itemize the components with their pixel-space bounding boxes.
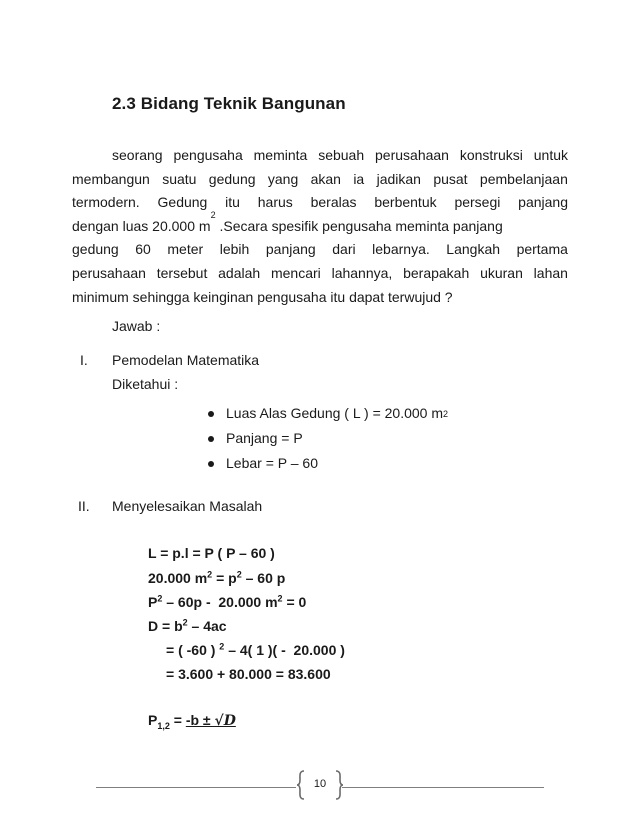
bullet-icon	[208, 461, 214, 467]
word: dari	[332, 241, 356, 258]
word: ukuran	[480, 264, 523, 281]
bullet-icon	[208, 411, 214, 417]
word: termodern.	[72, 194, 140, 211]
text-run: – 4( 1 )( - 20.000 )	[224, 642, 345, 658]
word: persegi	[454, 194, 501, 211]
word: pembelanjaan	[479, 170, 568, 187]
word: suatu	[162, 170, 197, 187]
list-item: Luas Alas Gedung ( L ) = 20.000 m 2	[208, 401, 448, 426]
word: adalah	[218, 264, 261, 281]
paragraph-line-2	[72, 168, 568, 192]
equation-3	[148, 594, 306, 610]
paragraph-line-6	[72, 262, 568, 286]
text-run: – 4ac	[187, 618, 227, 634]
superscript: 2	[182, 617, 188, 628]
equation-4	[148, 618, 227, 634]
paragraph-line-3	[72, 191, 568, 215]
text-run: 20.000 m	[148, 570, 208, 586]
text-run: D = b	[148, 618, 183, 634]
word: Langkah	[446, 241, 501, 258]
word: berbentuk	[374, 194, 437, 211]
footer-rule-right	[342, 787, 544, 788]
word: panjang	[518, 194, 568, 211]
superscript: 2	[207, 569, 213, 580]
word: gedung	[208, 170, 256, 187]
section-title-2: Menyelesaikan Masalah	[112, 498, 263, 514]
word: perusahaan	[375, 147, 449, 163]
equation-1: L = p.l = P ( P – 60 )	[148, 545, 275, 561]
word: lebih	[219, 241, 250, 258]
word: pusat	[433, 170, 468, 187]
text-run: =	[169, 712, 186, 728]
answer-label: Jawab :	[112, 318, 161, 334]
bullet-icon	[208, 436, 214, 442]
word: gedung	[72, 241, 119, 258]
text-run: minimum sehingga keinginan pengusaha itu dapat terwujud ?	[72, 288, 453, 305]
word: konstruksi	[459, 147, 523, 163]
word: harus	[257, 194, 293, 211]
problem-paragraph	[72, 144, 568, 309]
footer-rule-left	[96, 787, 296, 788]
equation-7	[148, 712, 236, 729]
word: lahan	[533, 264, 568, 281]
text-run: – 60p - 20.000 m	[162, 594, 278, 610]
known-values-list	[208, 401, 448, 476]
word: seorang	[112, 147, 163, 163]
word: pertama	[516, 241, 568, 258]
word: panjang	[265, 241, 316, 258]
text-run: = ( -60 )	[166, 642, 220, 658]
paragraph-line-5	[72, 238, 568, 262]
word: akan	[310, 170, 341, 187]
bullet-text: Panjang = P	[226, 430, 303, 446]
superscript: 2	[210, 209, 216, 220]
word: yang	[267, 170, 299, 187]
word: untuk	[533, 147, 568, 163]
superscript: 2	[236, 569, 242, 580]
word: meter	[167, 241, 204, 258]
list-item	[208, 451, 448, 476]
superscript: 2	[219, 641, 225, 652]
equation-2	[148, 570, 285, 586]
word: lahannya,	[331, 264, 393, 281]
known-label: Diketahui :	[112, 376, 179, 392]
section-numeral-2: II.	[78, 498, 90, 514]
paragraph-line-4	[72, 209, 568, 239]
section-numeral-1: I.	[80, 352, 88, 368]
sqrt-discriminant: √D	[214, 713, 236, 729]
word: meminta	[253, 147, 308, 163]
section-heading: 2.3 Bidang Teknik Bangunan	[112, 94, 346, 113]
subscript: 1,2	[157, 720, 170, 731]
equation-5	[166, 642, 345, 658]
word: membangun	[72, 170, 150, 187]
word: beralas	[310, 194, 357, 211]
word: sebuah	[318, 147, 365, 163]
list-item	[208, 426, 448, 451]
fraction-numerator	[186, 712, 236, 728]
text-run: -b ±	[185, 712, 215, 728]
section-title-1: Pemodelan Matematika	[112, 352, 260, 368]
paragraph-line-7	[72, 286, 568, 310]
word: lebarnya.	[372, 241, 430, 258]
word: ia	[353, 170, 365, 187]
text-run: = p	[212, 570, 237, 586]
bullet-text: Lebar = P – 60	[226, 455, 318, 471]
word: mencari	[270, 264, 321, 281]
word: jadikan	[376, 170, 421, 187]
word: perusahaan	[72, 264, 146, 281]
text-run: dengan luas 20.000 m	[72, 217, 211, 234]
text-run: P	[148, 712, 158, 728]
superscript: 2	[277, 593, 283, 604]
word: itu	[225, 194, 240, 211]
word: pengusaha	[173, 147, 243, 163]
word: Gedung	[157, 194, 208, 211]
text-run: = 0	[282, 594, 307, 610]
word: berapakah	[403, 264, 470, 281]
superscript: 2	[157, 593, 163, 604]
paragraph-line-1	[72, 144, 568, 168]
text-run: .Secara spesifik pengusaha meminta panjang	[215, 217, 503, 234]
word: 60	[135, 241, 151, 258]
bullet-text: Luas Alas Gedung ( L ) = 20.000 m	[226, 405, 444, 421]
text-run: P	[148, 594, 158, 610]
page-number: 10	[313, 778, 327, 790]
word: tersebut	[156, 264, 208, 281]
equation-6: = 3.600 + 80.000 = 83.600	[166, 666, 331, 682]
text-run: – 60 p	[241, 570, 286, 586]
